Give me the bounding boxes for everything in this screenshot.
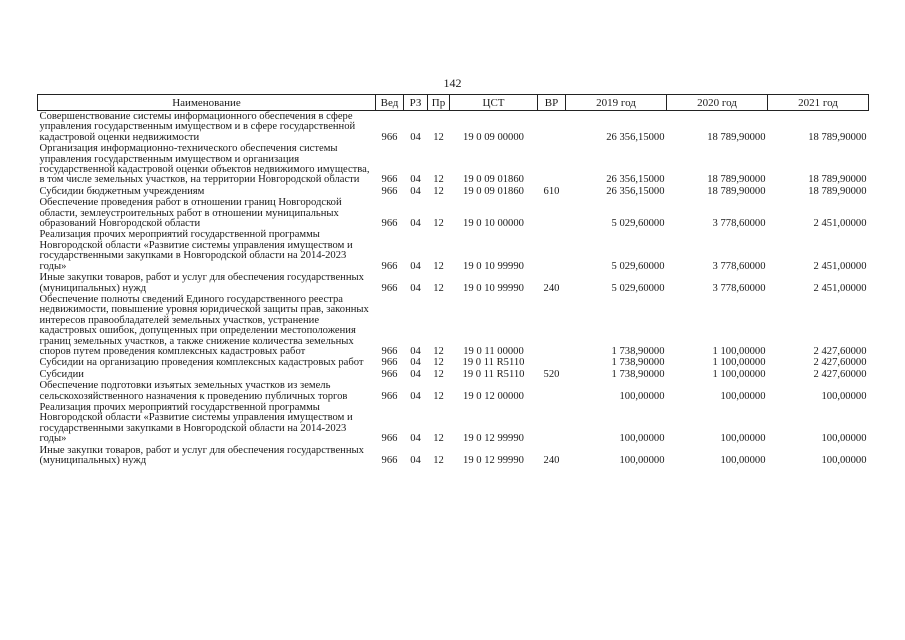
budget-table	[37, 94, 869, 466]
cell-pr: 12	[433, 390, 444, 402]
cell-2021: 18 789,90000	[808, 174, 867, 186]
cell-rz: 04	[410, 345, 421, 357]
table-row	[38, 197, 869, 229]
table-row	[38, 369, 869, 380]
cell-2021: 100,00000	[821, 455, 867, 466]
cell-2019: 1 738,90000	[611, 357, 665, 369]
cell-2021: 2 427,60000	[813, 357, 867, 369]
cell-2019: 1 738,90000	[611, 368, 665, 380]
cell-vr	[538, 402, 566, 445]
cell-2019: 100,00000	[619, 455, 665, 466]
cell-ved: 966	[381, 345, 398, 357]
cell-rz: 04	[410, 282, 421, 294]
cell-cst: 19 0 11 R5110	[462, 368, 525, 380]
column-header-cst: ЦСТ	[450, 95, 538, 111]
cell-2021: 18 789,90000	[808, 185, 867, 197]
cell-vr	[538, 357, 566, 368]
cell-2020: 1 100,00000	[712, 357, 766, 369]
cell-ved: 966	[381, 185, 398, 197]
cell-cst: 19 0 11 R5110	[462, 357, 525, 369]
cell-rz: 04	[410, 218, 421, 230]
cell-2020: 18 789,90000	[707, 185, 766, 197]
cell-rz: 04	[410, 433, 421, 445]
cell-cst: 19 0 12 00000	[463, 390, 524, 402]
table-row	[38, 229, 869, 272]
table-row	[38, 111, 869, 144]
cell-rz: 04	[410, 260, 421, 272]
cell-2021: 2 451,00000	[813, 282, 867, 294]
column-header-2019: 2019 год	[566, 95, 667, 111]
cell-2019: 26 356,15000	[606, 131, 665, 143]
cell-2021: 2 451,00000	[813, 260, 867, 272]
cell-rz: 04	[410, 368, 421, 380]
cell-vr: 610	[543, 185, 560, 197]
cell-rz: 04	[410, 174, 421, 186]
table-row	[38, 143, 869, 186]
cell-rz: 04	[410, 131, 421, 143]
cell-2019: 100,00000	[619, 433, 665, 445]
cell-ved: 966	[381, 131, 398, 143]
cell-vr	[538, 229, 566, 272]
column-header-rz: РЗ	[404, 95, 428, 111]
cell-2020: 18 789,90000	[707, 174, 766, 186]
cell-2020: 1 100,00000	[712, 345, 766, 357]
cell-2020: 100,00000	[720, 390, 766, 402]
cell-name: Организация информационно-технического обеспечения системы управления государственным имуществом и организация государственной кадастровой оценки объектов недвижимого имущества, в том числе земельных участков, на территории Новгородской области	[39, 143, 370, 186]
page-number: 142	[443, 76, 462, 90]
cell-name: Обеспечение проведения работ в отношении границ Новгородской области, землеустроительных работ в отношении муниципальных образований Новгородской области	[39, 197, 342, 230]
cell-vr: 520	[543, 368, 560, 380]
cell-2019: 5 029,60000	[611, 260, 665, 272]
cell-cst: 19 0 09 01860	[463, 174, 524, 186]
cell-2021: 2 427,60000	[813, 345, 867, 357]
table-row	[38, 186, 869, 197]
cell-2020: 3 778,60000	[712, 260, 766, 272]
cell-pr: 12	[433, 455, 444, 466]
cell-name: Совершенствование системы информационного обеспечения в сфере управления государственным имуществом и в сфере государственной кадастровой оценки недвижимости	[39, 111, 356, 143]
cell-vr	[538, 380, 566, 402]
cell-rz: 04	[410, 455, 421, 466]
cell-name: Иные закупки товаров, работ и услуг для обеспечения государственных (муниципальных) нужд	[39, 444, 364, 466]
cell-ved: 966	[381, 455, 398, 466]
cell-cst: 19 0 09 00000	[463, 131, 524, 143]
cell-cst: 19 0 10 00000	[463, 218, 524, 230]
column-header-name: Наименование	[38, 95, 376, 111]
cell-name: Реализация прочих мероприятий государственной программы Новгородской области «Развитие системы управления имуществом и государственными закупками в Новгородской области на 2014-2023 годы»	[39, 401, 353, 445]
cell-name: Иные закупки товаров, работ и услуг для обеспечения государственных (муниципальных) нужд	[39, 272, 364, 294]
table-header-row	[38, 95, 869, 111]
cell-2021: 2 451,00000	[813, 218, 867, 230]
cell-pr: 12	[433, 368, 444, 380]
cell-2019: 26 356,15000	[606, 185, 665, 197]
cell-2020: 3 778,60000	[712, 218, 766, 230]
cell-name: Обеспечение подготовки изъятых земельных участков из земель сельскохозяйственного назначения к проведению публичных торгов	[39, 380, 348, 402]
cell-2020: 18 789,90000	[707, 131, 766, 143]
cell-name: Субсидии	[39, 368, 84, 380]
cell-name: Обеспечение полноты сведений Единого государственного реестра недвижимости, повышение уровня юридической защиты прав, законных интересов правообладателей земельных участков, устранение кадастровых ошибок, допущенных при определении местоположения границ земельных участков, а также снижение количества земельных споров путем проведения комплексных кадастровых работ	[39, 293, 369, 357]
table-row	[38, 380, 869, 402]
table-row	[38, 272, 869, 294]
cell-pr: 12	[433, 131, 444, 143]
cell-cst: 19 0 12 99990	[463, 455, 524, 466]
cell-name: Субсидии бюджетным учреждениям	[39, 185, 205, 197]
cell-name: Реализация прочих мероприятий государственной программы Новгородской области «Развитие системы управления имуществом и государственными закупками в Новгородской области на 2014-2023 годы»	[39, 229, 353, 272]
cell-rz: 04	[410, 390, 421, 402]
cell-rz: 04	[410, 185, 421, 197]
cell-vr	[538, 143, 566, 186]
cell-pr: 12	[433, 433, 444, 445]
cell-ved: 966	[381, 433, 398, 445]
cell-vr: 240	[543, 455, 560, 466]
cell-2020: 100,00000	[720, 455, 766, 466]
cell-vr	[538, 294, 566, 357]
cell-pr: 12	[433, 174, 444, 186]
table-row	[38, 294, 869, 357]
cell-2021: 18 789,90000	[808, 131, 867, 143]
cell-2021: 2 427,60000	[813, 368, 867, 380]
cell-2020: 1 100,00000	[712, 368, 766, 380]
cell-2019: 1 738,90000	[611, 345, 665, 357]
cell-ved: 966	[381, 357, 398, 369]
cell-2019: 5 029,60000	[611, 218, 665, 230]
cell-2019: 5 029,60000	[611, 282, 665, 294]
cell-2019: 26 356,15000	[606, 174, 665, 186]
cell-ved: 966	[381, 390, 398, 402]
column-header-vr: ВР	[538, 95, 566, 111]
column-header-ved: Вед	[376, 95, 404, 111]
cell-vr	[538, 197, 566, 229]
cell-name: Субсидии на организацию проведения комплексных кадастровых работ	[39, 357, 364, 369]
cell-pr: 12	[433, 218, 444, 230]
table-row	[38, 357, 869, 368]
column-header-2021: 2021 год	[768, 95, 869, 111]
cell-cst: 19 0 10 99990	[463, 282, 524, 294]
cell-pr: 12	[433, 260, 444, 272]
cell-pr: 12	[433, 185, 444, 197]
cell-ved: 966	[381, 260, 398, 272]
cell-cst: 19 0 09 01860	[463, 185, 524, 197]
cell-ved: 966	[381, 174, 398, 186]
cell-rz: 04	[410, 357, 421, 369]
column-header-2020: 2020 год	[667, 95, 768, 111]
cell-vr: 240	[543, 282, 560, 294]
table-row	[38, 402, 869, 445]
column-header-pr: Пр	[428, 95, 450, 111]
cell-cst: 19 0 10 99990	[463, 260, 524, 272]
cell-2020: 3 778,60000	[712, 282, 766, 294]
cell-2020: 100,00000	[720, 433, 766, 445]
cell-cst: 19 0 12 99990	[463, 433, 524, 445]
cell-pr: 12	[433, 282, 444, 294]
cell-cst: 19 0 11 00000	[463, 345, 524, 357]
cell-ved: 966	[381, 282, 398, 294]
cell-2019: 100,00000	[619, 390, 665, 402]
cell-2021: 100,00000	[821, 433, 867, 445]
cell-pr: 12	[433, 345, 444, 357]
cell-vr	[538, 111, 566, 144]
table-row	[38, 445, 869, 467]
cell-2021: 100,00000	[821, 390, 867, 402]
cell-ved: 966	[381, 368, 398, 380]
cell-pr: 12	[433, 357, 444, 369]
cell-ved: 966	[381, 218, 398, 230]
